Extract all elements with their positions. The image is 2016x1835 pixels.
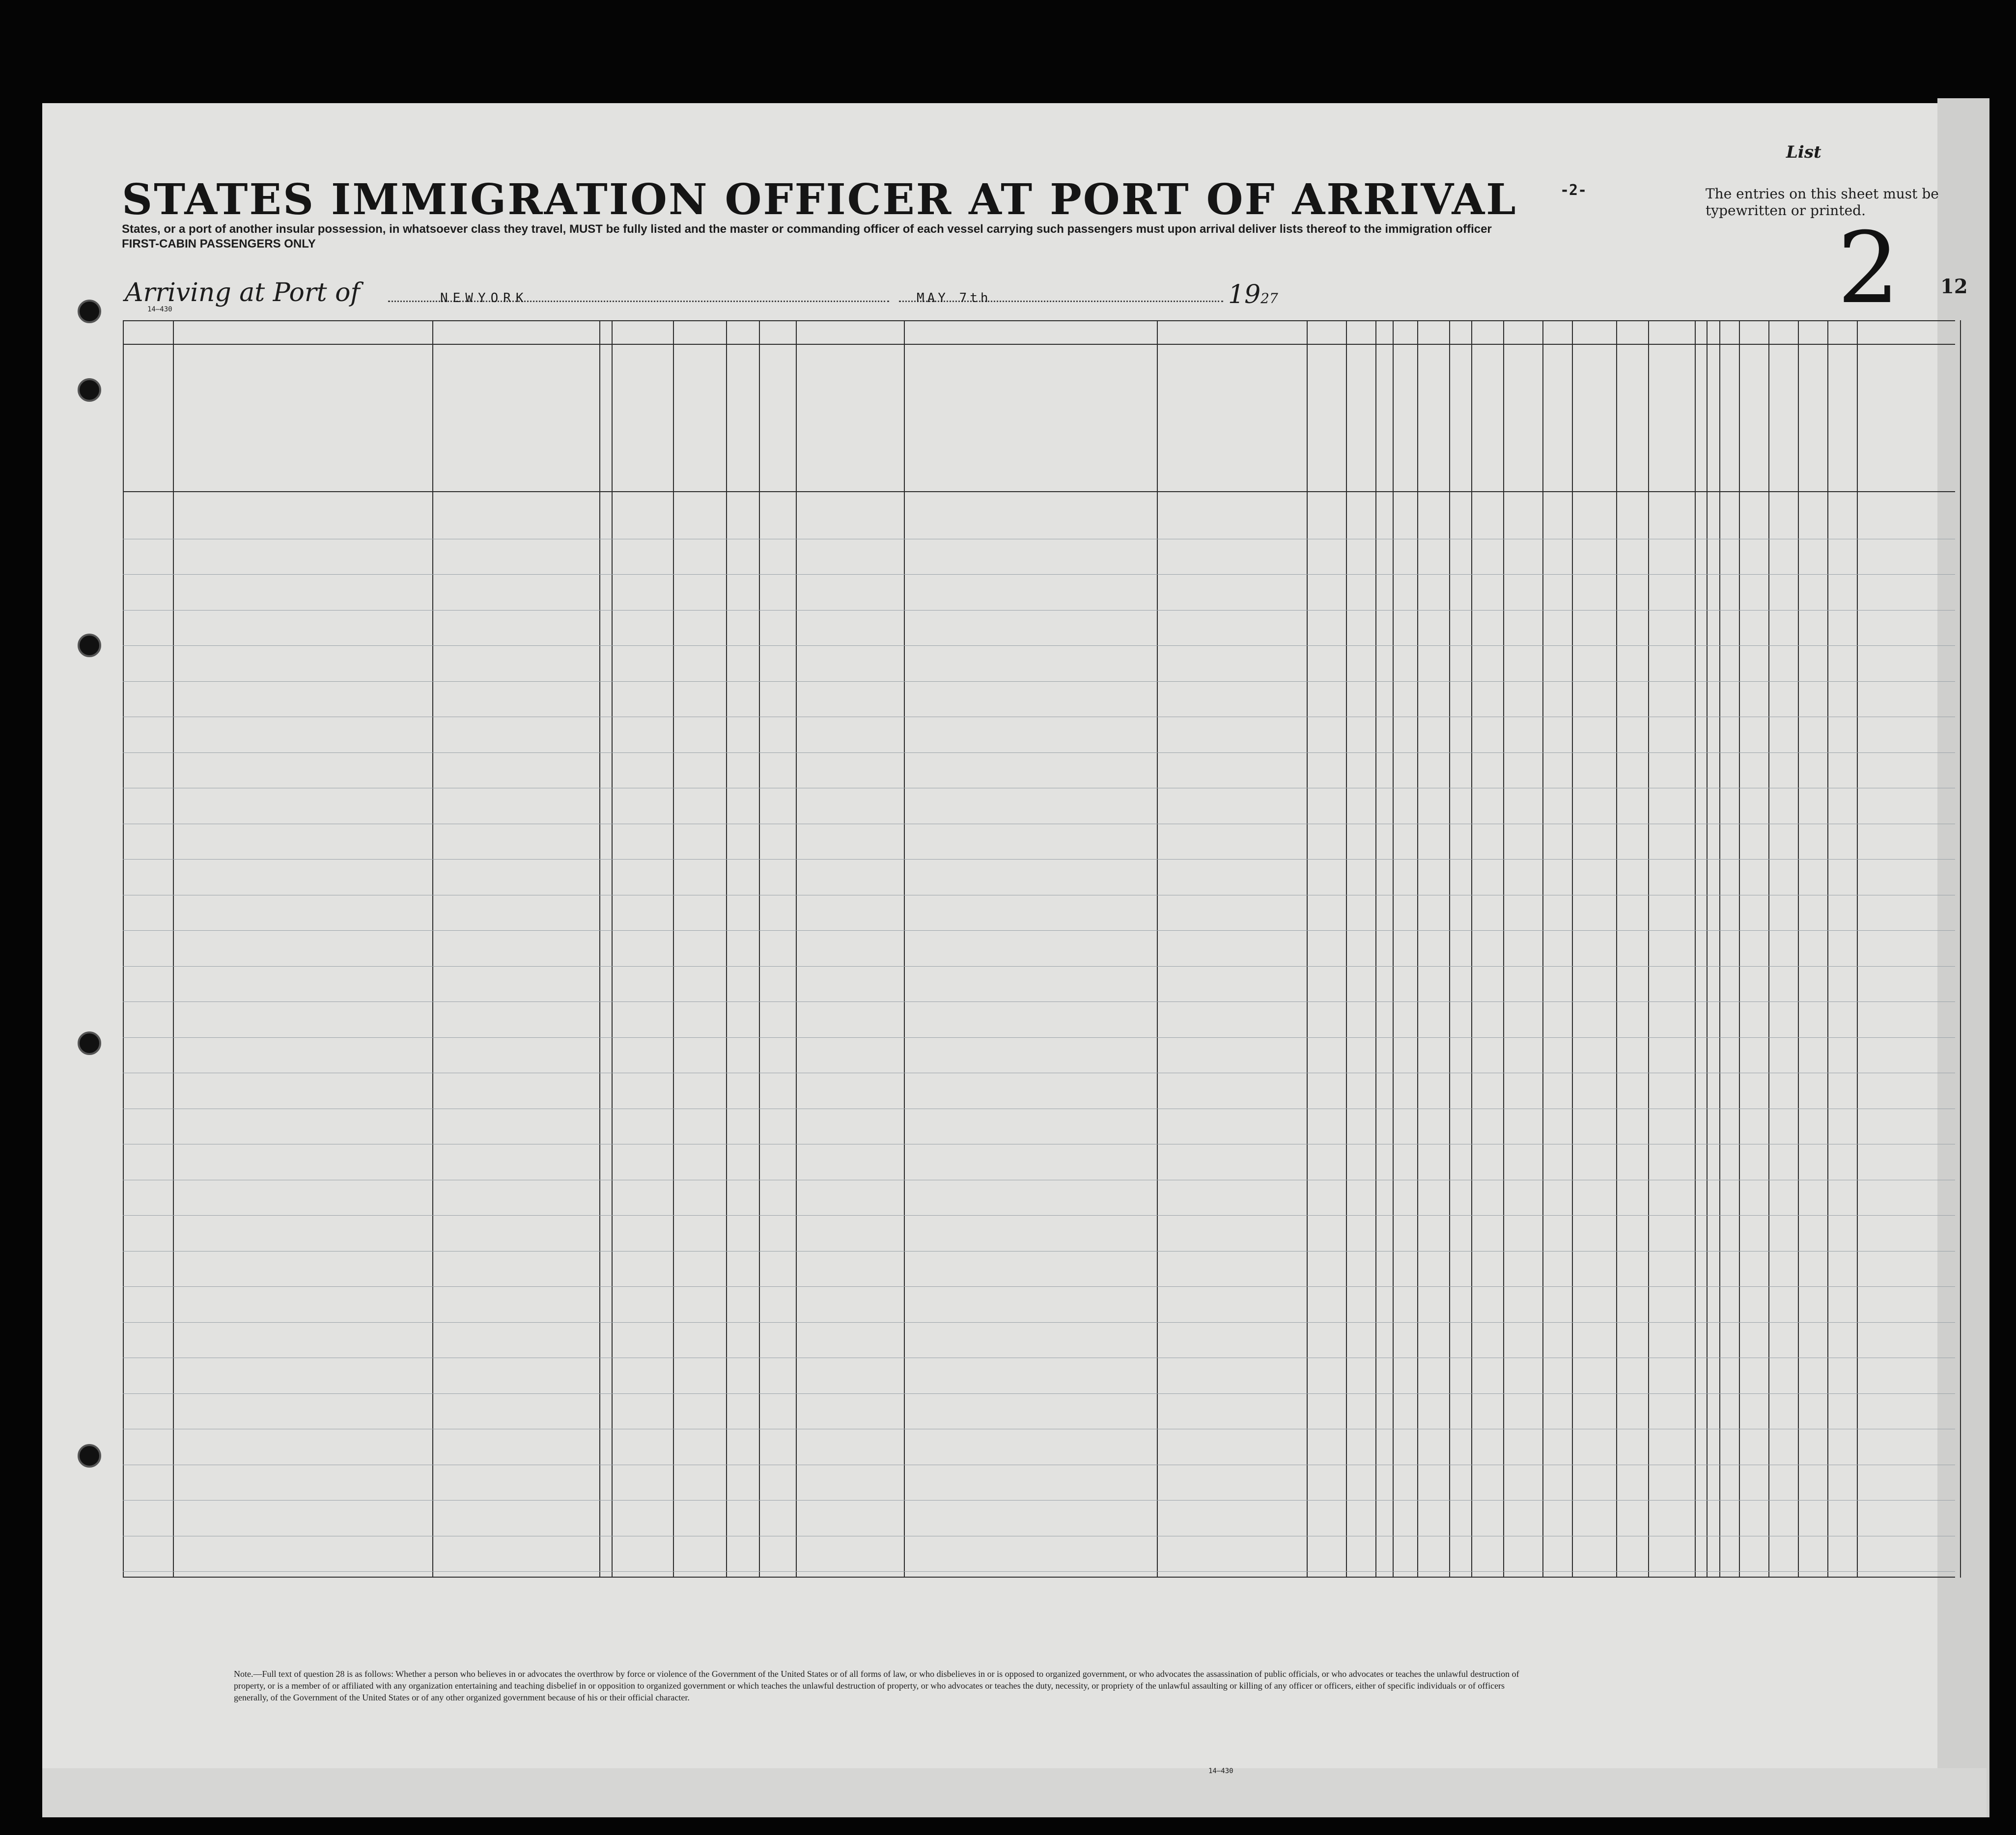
row-rule — [123, 859, 1955, 860]
column-divider — [173, 320, 174, 1578]
row-rule — [123, 1037, 1955, 1038]
column-divider — [1616, 320, 1617, 1578]
cabin-class: FIRST-CABIN PASSENGERS ONLY — [122, 237, 316, 250]
column-divider — [1503, 320, 1504, 1578]
column-divider — [759, 320, 760, 1578]
list-handwritten-number: 2 — [1837, 211, 1900, 326]
sheet-edge — [1937, 98, 1989, 1817]
table-bottom-rule — [123, 1577, 1955, 1578]
column-divider — [1307, 320, 1308, 1578]
form-code-bottom: 14—430 — [1208, 1767, 1233, 1775]
column-divider — [904, 320, 905, 1578]
row-rule — [123, 1322, 1955, 1323]
column-divider — [726, 320, 727, 1578]
year-prefix: 19 — [1228, 280, 1261, 309]
column-divider — [1157, 320, 1158, 1578]
manifest-sheet — [42, 103, 1988, 1812]
column-divider — [1960, 320, 1961, 1578]
row-rule — [123, 930, 1955, 931]
column-subheader-vertical — [1199, 373, 1212, 486]
column-header-vertical — [732, 354, 747, 486]
column-subheader-vertical — [1162, 373, 1176, 486]
column-divider — [1768, 320, 1769, 1578]
row-rule — [123, 966, 1955, 967]
column-divider — [1695, 320, 1696, 1578]
column-divider — [1827, 320, 1828, 1578]
column-divider — [1393, 320, 1394, 1578]
row-rule — [123, 1571, 1955, 1572]
sheet-bottom-margin — [42, 1768, 1987, 1817]
row-rule — [123, 752, 1955, 753]
row-rule — [123, 1500, 1955, 1501]
column-divider — [1719, 320, 1720, 1578]
punch-hole — [78, 378, 101, 402]
column-divider — [1346, 320, 1347, 1578]
page-title: STATES IMMIGRATION OFFICER AT PORT OF ARRIVAL — [122, 175, 1517, 224]
column-header-vertical — [614, 354, 629, 486]
row-rule — [123, 1286, 1955, 1287]
column-divider — [1798, 320, 1799, 1578]
column-divider — [1375, 320, 1376, 1578]
column-divider — [1648, 320, 1649, 1578]
column-divider — [1707, 320, 1708, 1578]
page-number: -2- — [1560, 182, 1587, 199]
header-bottom-rule — [123, 491, 1955, 492]
column-header-vertical — [1395, 354, 1410, 486]
subtitle-text: States, or a port of another insular possession, in whatsoever class they travel, MUST be fully listed and the master or commanding officer of each vessel carrying such passengers must upon arrival deliver lists thereof to the immigration officer — [122, 222, 1492, 236]
row-rule — [123, 681, 1955, 682]
column-divider — [1739, 320, 1740, 1578]
column-header-vertical — [1420, 354, 1434, 486]
arrival-year — [1228, 280, 1278, 309]
arrival-port: NEWYORK — [440, 291, 529, 306]
arriving-label: Arriving at Port of — [125, 278, 360, 307]
column-divider — [123, 320, 124, 1578]
column-divider — [1471, 320, 1472, 1578]
column-divider — [1572, 320, 1573, 1578]
column-divider — [599, 320, 600, 1578]
row-rule — [123, 1393, 1955, 1394]
row-rule — [123, 574, 1955, 575]
column-header-vertical — [1348, 354, 1363, 486]
row-rule — [123, 1215, 1955, 1216]
footnote: Note.—Full text of question 28 is as follows: Whether a person who believes in or advocates the overthrow by force or violence of the Government of the United States or of all forms of law, or who disbelieves in or is opposed to organized government, or who advocates the assassination of public officials, or who advocates or teaches the unlawful destruction of property, or is a member of or affiliated with any organization entertaining and teaching disbelief in or opposition to organized government or which teaches the unlawful destruction of property, or who advocates or teaches the duty, necessity, or propriety of the unlawful assaulting or killing of any officer or officers, either of specific individuals or of officers generally, of the Government of the United States or of any other organized government because of his or their official character. — [234, 1669, 1519, 1702]
row-rule — [123, 645, 1955, 646]
table-top-rule — [123, 320, 1955, 321]
punch-hole — [78, 634, 101, 657]
list-number: 12 — [1940, 275, 1968, 298]
punch-hole — [78, 300, 101, 323]
punch-hole — [78, 1031, 101, 1055]
punch-hole — [78, 1444, 101, 1468]
row-rule — [123, 1001, 1955, 1002]
colnum-rule — [123, 344, 1955, 345]
column-divider — [1417, 320, 1418, 1578]
list-label: List — [1786, 142, 1821, 162]
entries-note: The entries on this sheet must be typewritten or printed. — [1706, 186, 1939, 219]
arrival-date: MAY 7th — [917, 291, 991, 306]
column-divider — [1857, 320, 1858, 1578]
column-header-vertical — [1452, 354, 1466, 486]
column-header-vertical — [1309, 354, 1324, 486]
column-divider — [612, 320, 613, 1578]
column-header-vertical — [1378, 354, 1393, 486]
column-divider — [1542, 320, 1543, 1578]
subtitle — [122, 222, 1645, 251]
column-divider — [673, 320, 674, 1578]
column-divider — [1449, 320, 1450, 1578]
column-subheader-vertical — [1277, 373, 1291, 486]
year-suffix: 27 — [1260, 290, 1278, 306]
form-code: 14—430 — [147, 306, 172, 313]
column-divider — [796, 320, 797, 1578]
column-divider — [432, 320, 433, 1578]
row-rule — [123, 610, 1955, 611]
